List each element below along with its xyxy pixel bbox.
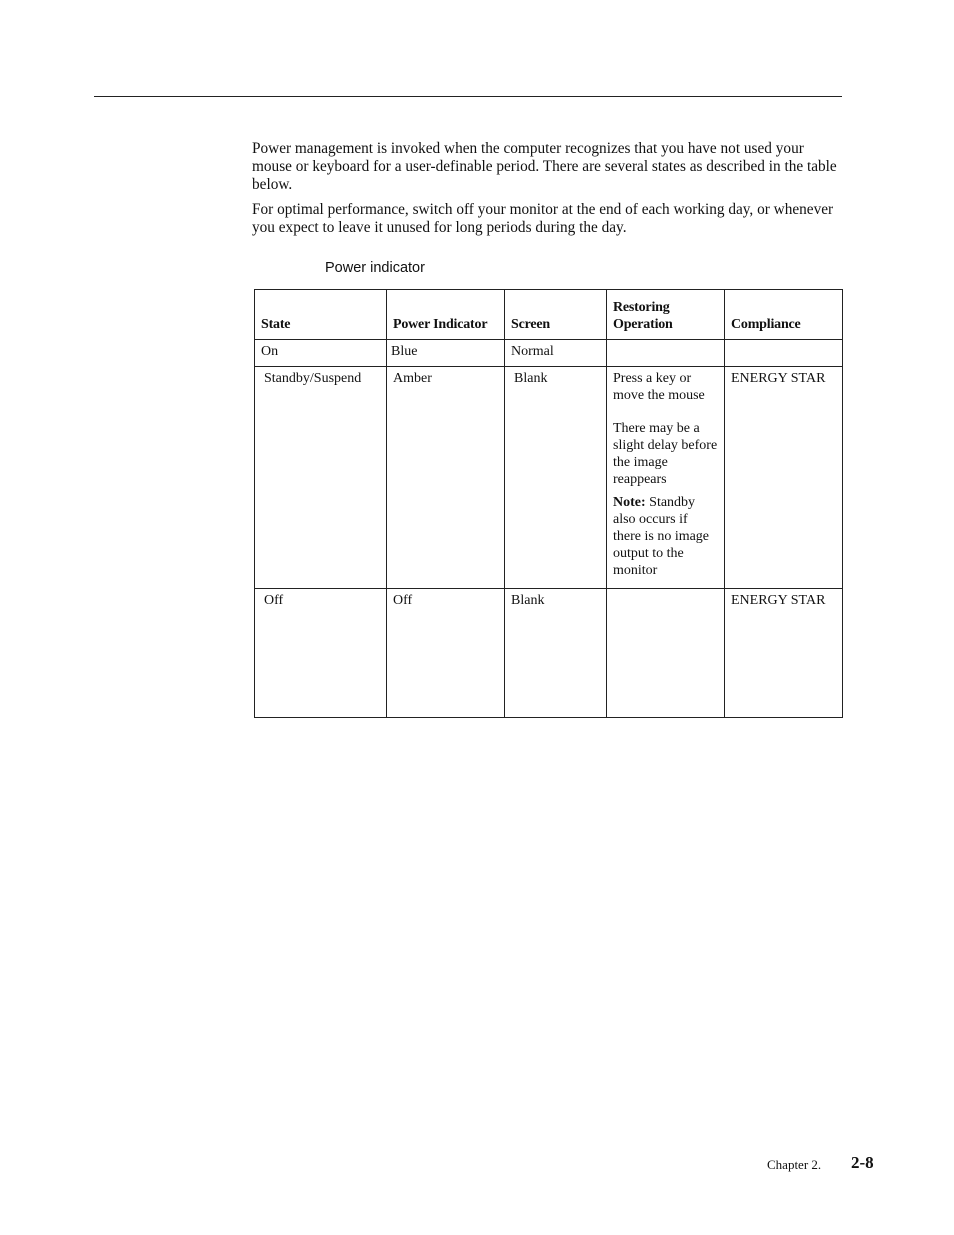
table-row — [255, 589, 843, 718]
cell-state: Standby/Suspend — [255, 367, 387, 589]
restoring-extra-text: There may be a slight delay before the image reappears — [613, 421, 718, 487]
power-management-table — [254, 289, 843, 718]
note-text: Standby also occurs if there is no image output to the monitor — [613, 495, 710, 578]
header-screen: Screen — [505, 290, 607, 340]
cell-indicator: Amber — [387, 367, 505, 589]
cell-compliance: ENERGY STAR — [725, 367, 843, 589]
intro-paragraph-1: Power management is invoked when the computer recognizes that you have not used your mouse or keyboard for a user-definable period. There are several states as described in the table below. — [252, 140, 837, 193]
note-label: Note: — [613, 495, 646, 510]
cell-state: On — [255, 340, 387, 367]
header-rule — [94, 96, 842, 97]
page-number: 2-8 — [851, 1153, 874, 1172]
cell-screen: Blank — [505, 367, 607, 589]
table-row — [255, 367, 843, 589]
header-restoring-line2: Operation — [613, 317, 673, 332]
cell-compliance — [725, 340, 843, 367]
header-restoring-line1: Restoring — [613, 300, 670, 315]
cell-restoring — [607, 367, 725, 589]
cell-compliance: ENERGY STAR — [725, 589, 843, 718]
table-header-row — [255, 290, 843, 340]
cell-indicator: Off — [387, 589, 505, 718]
header-power-indicator: Power Indicator — [387, 290, 505, 340]
cell-screen: Blank — [505, 589, 607, 718]
intro-paragraph-2: For optimal performance, switch off your monitor at the end of each working day, or whenever you expect to leave it unused for long periods during the day. — [252, 201, 834, 236]
header-restoring-operation — [607, 290, 725, 340]
cell-state: Off — [255, 589, 387, 718]
table-caption: Power indicator — [325, 260, 425, 276]
header-state: State — [255, 290, 387, 340]
cell-screen: Normal — [505, 340, 607, 367]
cell-restoring — [607, 340, 725, 367]
header-compliance: Compliance — [725, 290, 843, 340]
cell-indicator: Blue — [387, 340, 505, 367]
footer-chapter: Chapter 2. — [767, 1157, 822, 1172]
table-row — [255, 340, 843, 367]
restoring-text: Press a key or move the mouse — [613, 371, 705, 403]
cell-restoring — [607, 589, 725, 718]
